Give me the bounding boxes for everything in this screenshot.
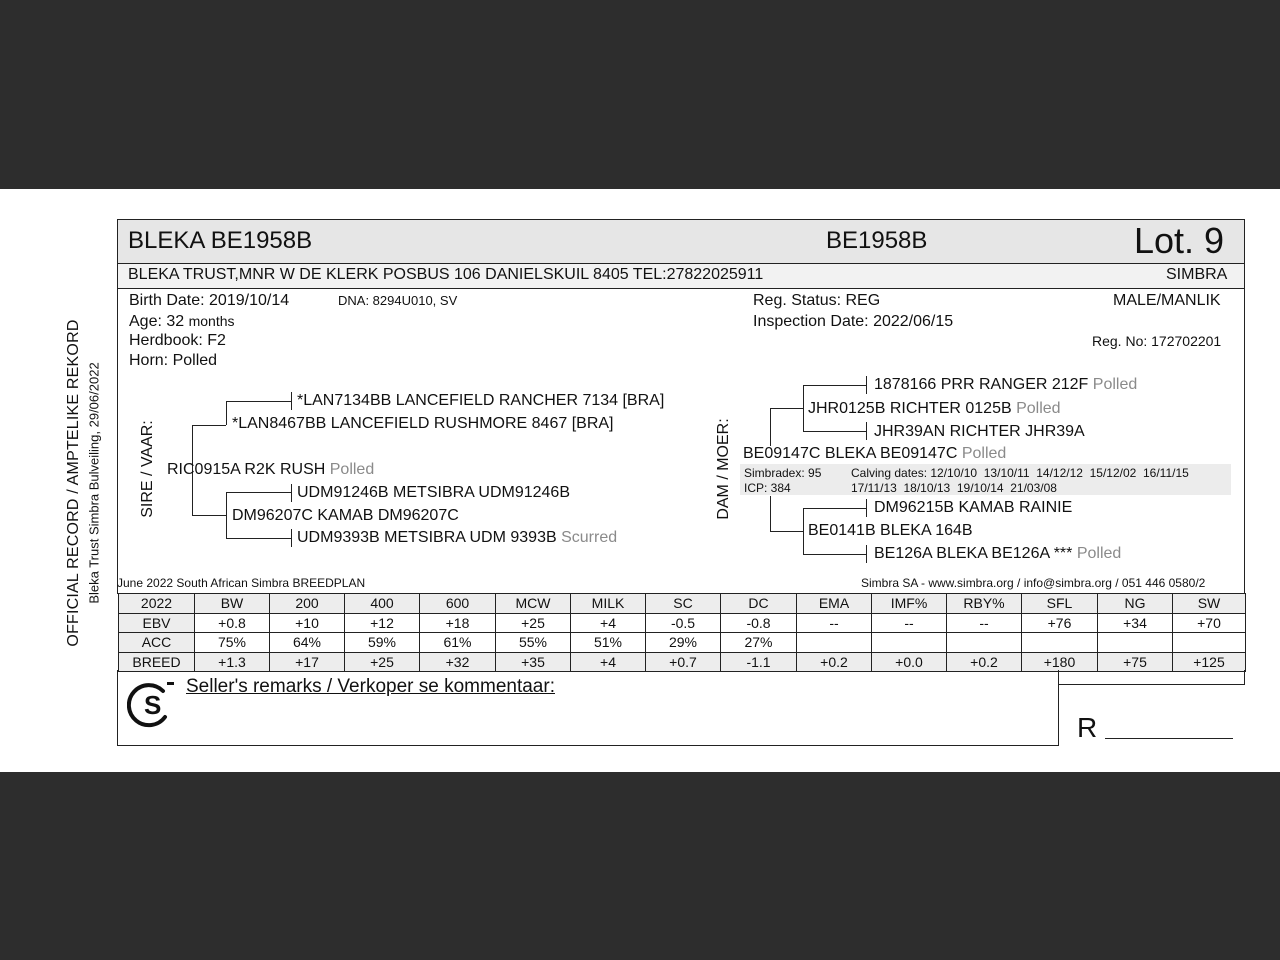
reg-status: Reg. Status: REG	[753, 292, 881, 309]
ebv-cell: +4	[571, 613, 646, 633]
remarks-label-text: Seller's remarks / Verkoper se kommentaar:	[186, 676, 555, 697]
ebv-header-cell: EMA	[797, 594, 872, 614]
ebv-cell	[797, 633, 872, 653]
breed-label: SIMBRA	[1166, 266, 1228, 283]
sire-sire: *LAN8467BB LANCEFIELD RUSHMORE 8467 [BRA]	[232, 415, 614, 432]
ebv-cell: --	[797, 613, 872, 633]
ebv-header-cell: BW	[195, 594, 270, 614]
ebv-cell: +76	[1022, 613, 1098, 633]
ebv-header-cell: DC	[721, 594, 797, 614]
owner-address: BLEKA TRUST,MNR W DE KLERK POSBUS 106 DANIELSKUIL 8405 TEL:27822025911	[128, 266, 764, 283]
ebv-row	[119, 613, 1246, 633]
dam-name: BE09147C BLEKA BE09147C	[743, 445, 958, 462]
ebv-cell: +25	[345, 652, 420, 672]
sex: MALE/MANLIK	[1113, 292, 1221, 309]
age	[129, 313, 235, 331]
dam-dam-dam-name: BE126A BLEKA BE126A ***	[874, 545, 1073, 562]
dam-sire-sire-name: 1878166 PRR RANGER 212F	[874, 376, 1089, 393]
ebv-cell: +4	[571, 652, 646, 672]
price-field[interactable]	[1105, 738, 1233, 739]
ebv-header-cell: SW	[1173, 594, 1246, 614]
ebv-header-cell: 600	[420, 594, 496, 614]
dam	[743, 445, 1006, 463]
sire-sire-sire: *LAN7134BB LANCEFIELD RANCHER 7134 [BRA]	[297, 392, 665, 409]
sire-dam-dam-name: UDM9393B METSIBRA UDM 9393B	[297, 529, 557, 546]
ebv-cell: --	[947, 613, 1022, 633]
ebv-cell: 61%	[420, 633, 496, 653]
ebv-row	[119, 633, 1246, 653]
dam-label: DAM / MOER:	[715, 418, 732, 520]
official-record-label: OFFICIAL RECORD / AMPTELIKE REKORD	[65, 319, 82, 647]
animal-id: BE1958B	[826, 227, 928, 254]
ebv-cell: +18	[420, 613, 496, 633]
ebv-cell: +10	[270, 613, 345, 633]
sire-label: SIRE / VAAR:	[139, 420, 156, 518]
ebv-cell: -0.8	[721, 613, 797, 633]
herdbook: Herdbook: F2	[129, 332, 226, 349]
sire-dam-dam	[297, 529, 617, 547]
ebv-cell: +125	[1173, 652, 1246, 672]
ebv-cell: -1.1	[721, 652, 797, 672]
sire-dam: DM96207C KAMAB DM96207C	[232, 507, 459, 524]
ebv-header-cell: MCW	[496, 594, 571, 614]
dam-sire-sire	[874, 376, 1137, 394]
ebv-cell: +70	[1173, 613, 1246, 633]
dam-sire-name: JHR0125B RICHTER 0125B	[808, 400, 1012, 417]
ebv-header-cell: SFL	[1022, 594, 1098, 614]
ebv-cell: +0.2	[947, 652, 1022, 672]
dam-dam-dam-horn: Polled	[1076, 545, 1122, 562]
ebv-cell: 64%	[270, 633, 345, 653]
ebv-header-cell: SC	[646, 594, 721, 614]
ebv-header-cell: RBY%	[947, 594, 1022, 614]
animal-name: BLEKA BE1958B	[128, 227, 313, 254]
dam-bracket	[770, 408, 771, 446]
horn: Horn: Polled	[129, 352, 218, 369]
dna: DNA: 8294U010, SV	[338, 293, 458, 308]
age-value: Age: 32	[129, 313, 185, 330]
ebv-cell: --	[872, 613, 947, 633]
sire-horn: Polled	[329, 461, 375, 478]
simbra-logo	[127, 681, 175, 729]
reg-number: Reg. No: 172702201	[1092, 333, 1222, 349]
dam-sire-sire-horn: Polled	[1092, 376, 1138, 393]
dam-horn: Polled	[961, 445, 1007, 462]
sire-name: RIC0915A R2K RUSH	[167, 461, 326, 478]
ebv-cell	[1022, 633, 1098, 653]
dam-dam-sire: DM96215B KAMAB RAINIE	[874, 499, 1073, 516]
ebv-cell: +180	[1022, 652, 1098, 672]
logo-letter: S	[144, 690, 162, 720]
ebv-header-cell: 2022	[119, 594, 195, 614]
ebv-table	[118, 593, 1246, 672]
ebv-header-cell: 400	[345, 594, 420, 614]
breedplan-caption: June 2022 South African Simbra BREEDPLAN	[117, 576, 366, 590]
ebv-row	[119, 652, 1246, 672]
simbra-contact: Simbra SA - www.simbra.org / info@simbra.org / 051 446 0580/2	[861, 576, 1206, 590]
dam-sire	[808, 400, 1061, 418]
ebv-cell: +75	[1098, 652, 1173, 672]
ebv-cell: +12	[345, 613, 420, 633]
calving-dates-1: Calving dates: 12/10/10 13/10/11 14/12/12 15/12/02 16/11/15	[851, 466, 1189, 480]
ebv-cell: 55%	[496, 633, 571, 653]
age-unit: months	[188, 313, 235, 329]
ebv-cell: +0.2	[797, 652, 872, 672]
ebv-cell: 59%	[345, 633, 420, 653]
ebv-header-cell: NG	[1098, 594, 1173, 614]
price-box	[1058, 670, 1245, 685]
ebv-row-label: EBV	[119, 613, 195, 633]
ebv-cell: +0.7	[646, 652, 721, 672]
ebv-cell	[1173, 633, 1246, 653]
lot-number: Lot. 9	[1134, 220, 1225, 261]
ebv-row-label: ACC	[119, 633, 195, 653]
ebv-cell: -0.5	[646, 613, 721, 633]
ebv-cell: +1.3	[195, 652, 270, 672]
price-prefix: R	[1077, 712, 1098, 743]
ebv-cell: +32	[420, 652, 496, 672]
ebv-cell: 75%	[195, 633, 270, 653]
ebv-header-cell: MILK	[571, 594, 646, 614]
ebv-cell: +35	[496, 652, 571, 672]
ebv-cell: +25	[496, 613, 571, 633]
ebv-row-label: BREED	[119, 652, 195, 672]
dam-dam: BE0141B BLEKA 164B	[808, 522, 973, 539]
icp: ICP: 384	[744, 481, 791, 495]
birth-date: Birth Date: 2019/10/14	[129, 292, 290, 309]
dam-dam-dam	[874, 545, 1121, 563]
ebv-header-cell: IMF%	[872, 594, 947, 614]
dam-sire-dam: JHR39AN RICHTER JHR39A	[874, 423, 1085, 440]
ebv-cell: +34	[1098, 613, 1173, 633]
calving-dates-2: 17/11/13 18/10/13 19/10/14 21/03/08	[851, 481, 1057, 495]
remarks-label	[186, 676, 555, 698]
ebv-cell: +0.0	[872, 652, 947, 672]
sire-dam-sire: UDM91246B METSIBRA UDM91246B	[297, 484, 570, 501]
ebv-cell	[1098, 633, 1173, 653]
ebv-cell	[947, 633, 1022, 653]
ebv-cell: +0.8	[195, 613, 270, 633]
ebv-header-row	[119, 594, 1246, 614]
inspection-date: Inspection Date: 2022/06/15	[753, 313, 954, 330]
simbradex: Simbradex: 95	[744, 466, 822, 480]
ebv-cell: 27%	[721, 633, 797, 653]
ebv-cell: +17	[270, 652, 345, 672]
ebv-header-cell: 200	[270, 594, 345, 614]
dam-sire-horn: Polled	[1016, 400, 1061, 417]
ebv-cell: 51%	[571, 633, 646, 653]
sire	[167, 461, 374, 479]
ebv-cell: 29%	[646, 633, 721, 653]
auction-label: Bleka Trust Simbra Bulveiling, 29/06/2022	[86, 362, 102, 604]
sire-dam-dam-horn: Scurred	[561, 529, 618, 546]
ebv-cell	[872, 633, 947, 653]
